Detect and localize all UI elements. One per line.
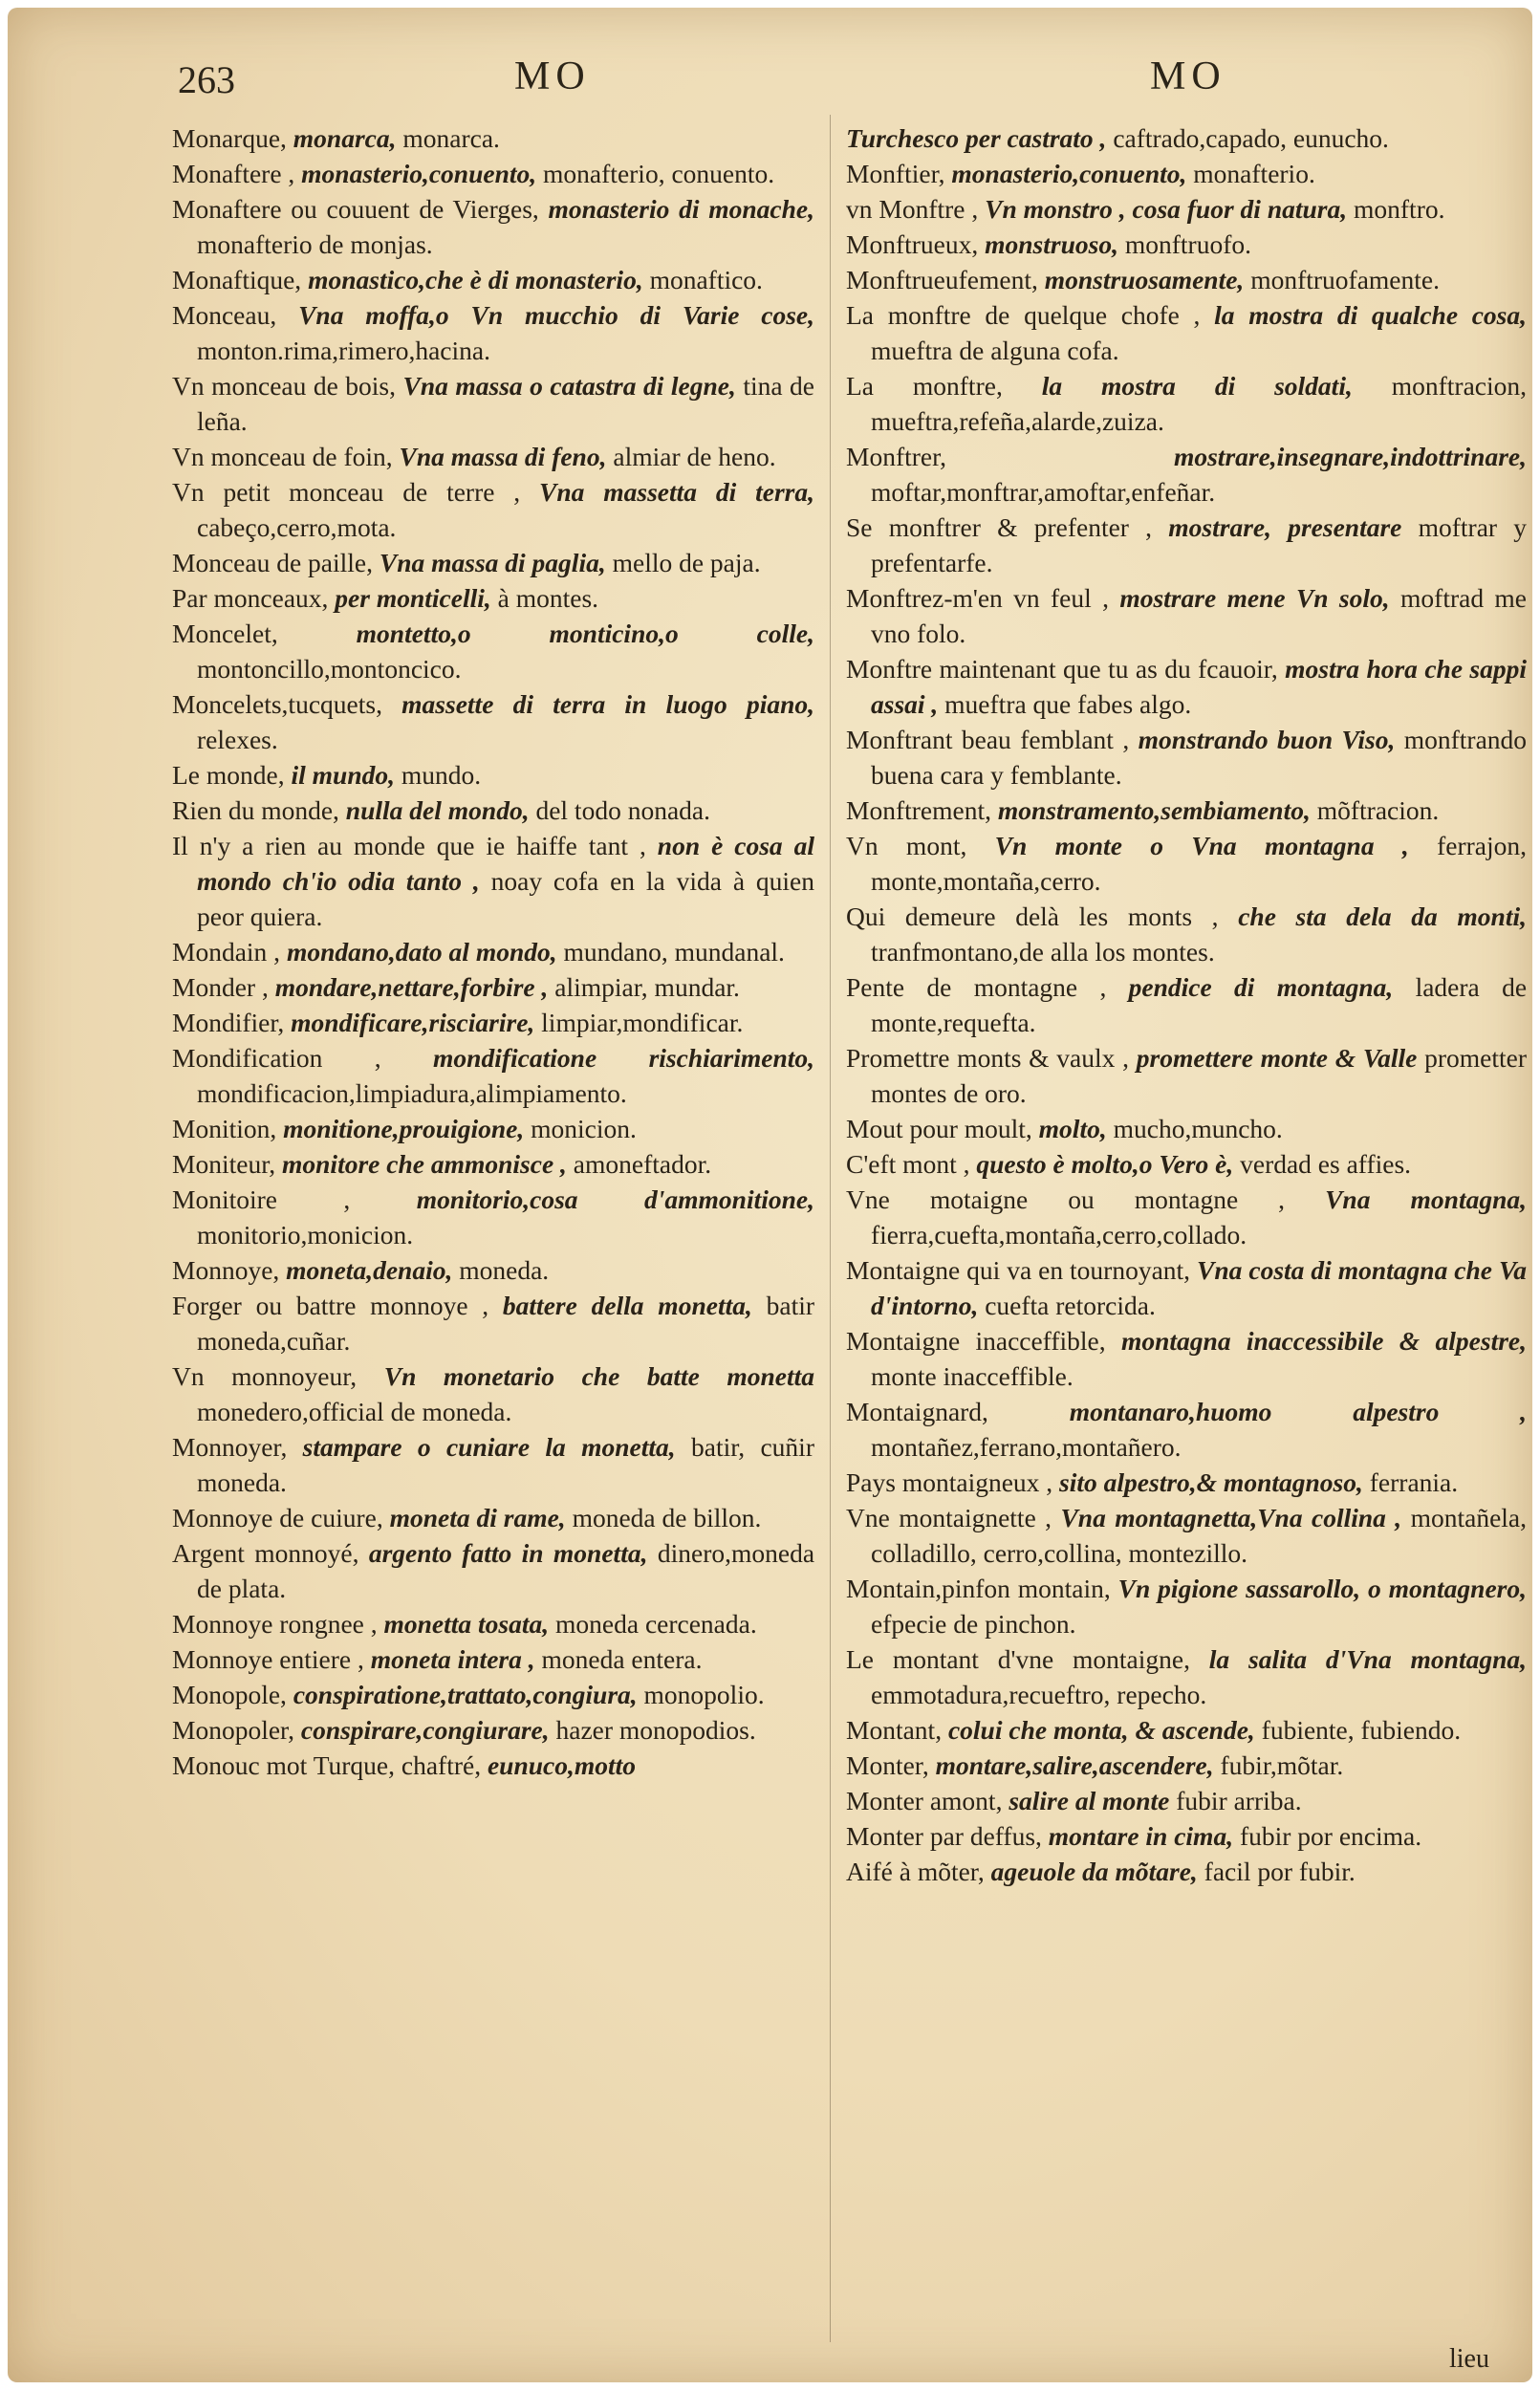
dictionary-entry bbox=[172, 368, 814, 439]
entry-italian: monstruoso, bbox=[985, 229, 1118, 259]
entry-italian: Vn monte o Vna montagna , bbox=[994, 831, 1409, 860]
entry-italian: la mostra di soldati, bbox=[1041, 371, 1353, 401]
entry-italian: monstramento,sembiamento, bbox=[997, 795, 1311, 825]
dictionary-entry bbox=[172, 969, 814, 1005]
entry-french: Monftrement, bbox=[846, 795, 991, 825]
entry-french: Monftrez-m'en vn feul , bbox=[846, 583, 1109, 613]
dictionary-entry bbox=[172, 1252, 814, 1288]
entry-french: Monaftique, bbox=[172, 265, 302, 294]
entry-italian: la mostra di qualche cosa, bbox=[1214, 300, 1528, 330]
dictionary-entry bbox=[846, 1571, 1527, 1641]
entry-french: Argent monnoyé, bbox=[172, 1538, 359, 1568]
entry-italian: colui che monta, & ascende, bbox=[947, 1715, 1255, 1745]
entry-spanish: mueftra que fabes algo. bbox=[944, 689, 1192, 719]
entry-italian: monetta tosata, bbox=[383, 1609, 550, 1639]
dictionary-entry bbox=[172, 1677, 814, 1712]
page-number: 263 bbox=[178, 58, 235, 101]
running-head-left: MO bbox=[514, 54, 591, 98]
entry-spanish: monton.rima,rimero,hacina. bbox=[197, 336, 490, 365]
entry-italian: montanaro,huomo alpestro , bbox=[1069, 1397, 1527, 1426]
entry-italian: Vn monetario che batte monetta bbox=[383, 1361, 815, 1391]
entry-spanish: ladera de monte,requefta. bbox=[871, 972, 1528, 1037]
entry-italian: Vna massa di paglia, bbox=[379, 548, 606, 577]
entry-french: Monftre maintenant que tu as du fcauoir, bbox=[846, 654, 1278, 684]
entry-spanish: moftrad me vno folo. bbox=[871, 583, 1528, 648]
entry-italian: monstruosamente, bbox=[1044, 265, 1245, 294]
entry-french: Moncelets,tucquets, bbox=[172, 689, 382, 719]
entry-spanish: à montes. bbox=[497, 583, 599, 613]
entry-spanish: limpiar,mondificar. bbox=[541, 1008, 744, 1037]
entry-spanish: alimpiar, mundar. bbox=[554, 972, 740, 1002]
catchword: lieu bbox=[1449, 2344, 1489, 2374]
entry-spanish: monftro. bbox=[1354, 194, 1445, 224]
entry-italian: moneta intera , bbox=[370, 1644, 535, 1674]
dictionary-entry bbox=[846, 1465, 1527, 1500]
dictionary-entry bbox=[172, 757, 814, 793]
dictionary-entry bbox=[846, 1818, 1527, 1854]
entry-spanish: cabeço,cerro,mota. bbox=[197, 512, 397, 542]
entry-spanish: relexes. bbox=[197, 725, 278, 754]
entry-french: Monition, bbox=[172, 1114, 277, 1143]
dictionary-entry bbox=[846, 722, 1527, 793]
entry-spanish: montañela, colladillo, cerro,collina, montezillo. bbox=[871, 1503, 1528, 1568]
entry-italian: mostra hora che sappi assai , bbox=[871, 654, 1527, 719]
entry-french: Vne motaigne ou montagne , bbox=[846, 1184, 1286, 1214]
dictionary-entry bbox=[846, 1748, 1527, 1783]
entry-french: Monopoler, bbox=[172, 1715, 294, 1745]
dictionary-entry bbox=[172, 793, 814, 828]
dictionary-entry bbox=[846, 1040, 1527, 1111]
entry-french: Monceau, bbox=[172, 300, 277, 330]
entry-french: Mondification , bbox=[172, 1043, 381, 1073]
entry-french: Vn mont, bbox=[846, 831, 967, 860]
dictionary-entry bbox=[846, 120, 1527, 156]
entry-spanish: monftruofamente. bbox=[1250, 265, 1440, 294]
entry-spanish: mueftra de alguna cofa. bbox=[871, 336, 1119, 365]
dictionary-entry bbox=[846, 191, 1527, 227]
entry-french: Monter par deffus, bbox=[846, 1821, 1042, 1851]
entry-french: Vne montaignette , bbox=[846, 1503, 1052, 1532]
entry-italian: Vn pigione sassarollo, o montagnero, bbox=[1117, 1574, 1527, 1603]
entry-italian: stampare o cuniare la monetta, bbox=[302, 1432, 676, 1462]
entry-french: Monnoye rongnee , bbox=[172, 1609, 378, 1639]
entry-spanish: batir, cuñir moneda. bbox=[197, 1432, 814, 1497]
column-divider bbox=[830, 115, 831, 2342]
entry-french: Monaftere ou couuent de Vierges, bbox=[172, 194, 539, 224]
dictionary-entry bbox=[846, 1182, 1527, 1252]
dictionary-entry bbox=[172, 1641, 814, 1677]
entry-french: Monftrer, bbox=[846, 442, 947, 471]
dictionary-entry bbox=[172, 156, 814, 191]
entry-french: Mout pour moult, bbox=[846, 1114, 1032, 1143]
entry-italian: Vna massetta di terra, bbox=[539, 477, 815, 507]
dictionary-entry bbox=[846, 969, 1527, 1040]
entry-french: Monftier, bbox=[846, 159, 945, 188]
dictionary-entry bbox=[172, 1111, 814, 1146]
entry-italian: monarca, bbox=[293, 123, 397, 153]
entry-italian: eunuco,motto bbox=[487, 1750, 637, 1780]
dictionary-entry bbox=[172, 1748, 814, 1783]
entry-spanish: efpecie de pinchon. bbox=[871, 1609, 1076, 1639]
entry-italian: monitore che ammonisce , bbox=[282, 1149, 567, 1179]
dictionary-entry bbox=[846, 793, 1527, 828]
entry-italian: conspiratione,trattato,congiura, bbox=[293, 1680, 638, 1709]
entry-french: Monder , bbox=[172, 972, 269, 1002]
dictionary-entry bbox=[172, 1535, 814, 1606]
entry-french: Vn monnoyeur, bbox=[172, 1361, 358, 1391]
entry-spanish: emmotadura,recueftro, repecho. bbox=[871, 1680, 1207, 1709]
entry-italian: conspirare,congiurare, bbox=[300, 1715, 550, 1745]
entry-italian: monasterio,conuento, bbox=[951, 159, 1187, 188]
entry-spanish: ferrania. bbox=[1369, 1467, 1459, 1497]
dictionary-entry bbox=[172, 580, 814, 616]
entry-italian: nulla del mondo, bbox=[345, 795, 530, 825]
entry-spanish: ferrajon, monte,montaña,cerro. bbox=[871, 831, 1528, 896]
entry-spanish: fubiente, fubiendo. bbox=[1261, 1715, 1462, 1745]
dictionary-entry bbox=[846, 1323, 1527, 1394]
entry-french: Vn monceau de foin, bbox=[172, 442, 393, 471]
entry-french: Monnoye entiere , bbox=[172, 1644, 364, 1674]
entry-spanish: monafterio, conuento. bbox=[543, 159, 775, 188]
entry-french: Rien du monde, bbox=[172, 795, 339, 825]
entry-spanish: tranfmontano,de alla los montes. bbox=[871, 937, 1215, 967]
dictionary-entry bbox=[172, 262, 814, 297]
entry-french: vn Monftre , bbox=[846, 194, 979, 224]
entry-french: C'eft mont , bbox=[846, 1149, 970, 1179]
entry-spanish: mundano, mundanal. bbox=[563, 937, 785, 967]
dictionary-entry bbox=[172, 545, 814, 580]
entry-french: Montaignard, bbox=[846, 1397, 988, 1426]
entry-spanish: verdad es affies. bbox=[1240, 1149, 1412, 1179]
dictionary-entry bbox=[846, 899, 1527, 969]
dictionary-entry bbox=[172, 439, 814, 474]
entry-spanish: hazer monopodios. bbox=[555, 1715, 756, 1745]
dictionary-entry bbox=[172, 1429, 814, 1500]
entry-french: Se monftrer & prefenter , bbox=[846, 512, 1153, 542]
dictionary-entry bbox=[846, 1111, 1527, 1146]
dictionary-entry bbox=[172, 297, 814, 368]
dictionary-entry bbox=[172, 1500, 814, 1535]
entry-italian: per monticelli, bbox=[335, 583, 491, 613]
dictionary-entry bbox=[172, 1146, 814, 1182]
entry-spanish: del todo nonada. bbox=[535, 795, 710, 825]
entry-italian: Turchesco per castrato , bbox=[846, 123, 1107, 153]
entry-spanish: fubir arriba. bbox=[1176, 1786, 1302, 1815]
entry-french: Montaigne qui va en tournoyant, bbox=[846, 1255, 1191, 1285]
entry-spanish: noay cofa en la vida à quien peor quiera. bbox=[197, 866, 814, 931]
entry-spanish: mõftracion. bbox=[1316, 795, 1440, 825]
entry-spanish: monicion. bbox=[531, 1114, 637, 1143]
dictionary-entry bbox=[172, 191, 814, 262]
dictionary-page bbox=[8, 8, 1532, 2382]
dictionary-entry bbox=[846, 828, 1527, 899]
entry-french: Monopole, bbox=[172, 1680, 287, 1709]
dictionary-entry bbox=[172, 1606, 814, 1641]
entry-french: La monftre, bbox=[846, 371, 1003, 401]
dictionary-entry bbox=[846, 1641, 1527, 1712]
entry-italian: promettere monte & Valle bbox=[1136, 1043, 1418, 1073]
entry-italian: questo è molto,o Vero è, bbox=[976, 1149, 1234, 1179]
entry-spanish: monftruofo. bbox=[1124, 229, 1251, 259]
entry-spanish: monftracion, mueftra,refeña,alarde,zuiza. bbox=[871, 371, 1528, 436]
entry-spanish: tina de leña. bbox=[197, 371, 815, 436]
dictionary-entry bbox=[172, 1005, 814, 1040]
entry-italian: non è cosa al mondo ch'io odia tanto , bbox=[197, 831, 814, 896]
entry-italian: moneta,denaio, bbox=[286, 1255, 453, 1285]
entry-french: Monftrueufement, bbox=[846, 265, 1038, 294]
entry-french: Vn petit monceau de terre , bbox=[172, 477, 521, 507]
entry-italian: montare in cima, bbox=[1048, 1821, 1234, 1851]
entry-spanish: caftrado,capado, eunucho. bbox=[1113, 123, 1389, 153]
entry-french: Monitoire , bbox=[172, 1184, 351, 1214]
entry-italian: montetto,o monticino,o colle, bbox=[356, 619, 814, 648]
entry-italian: moneta di rame, bbox=[389, 1503, 566, 1532]
dictionary-entry bbox=[846, 1394, 1527, 1465]
dictionary-entry bbox=[846, 651, 1527, 722]
entry-french: Moniteur, bbox=[172, 1149, 276, 1179]
entry-italian: mostrare mene Vn solo, bbox=[1119, 583, 1390, 613]
entry-italian: mostrare, presentare bbox=[1168, 512, 1402, 542]
dictionary-entry bbox=[846, 368, 1527, 439]
entry-french: Forger ou battre monnoye , bbox=[172, 1291, 489, 1320]
entry-italian: Vna montagnetta,Vna collina , bbox=[1060, 1503, 1402, 1532]
entry-spanish: moneda entera. bbox=[541, 1644, 703, 1674]
entry-french: Qui demeure delà les monts , bbox=[846, 902, 1219, 931]
entry-italian: montare,salire,ascendere, bbox=[935, 1750, 1214, 1780]
entry-french: Monftrant beau femblant , bbox=[846, 725, 1130, 754]
entry-italian: Vna costa di montagna che Va d'intorno, bbox=[871, 1255, 1527, 1320]
entry-spanish: monedero,official de moneda. bbox=[197, 1397, 512, 1426]
entry-spanish: batir moneda,cuñar. bbox=[197, 1291, 815, 1356]
entry-italian: Vna massa di feno, bbox=[399, 442, 607, 471]
entry-french: Monnoye, bbox=[172, 1255, 280, 1285]
entry-spanish: moftrar y prefentarfe. bbox=[871, 512, 1528, 577]
entry-italian: il mundo, bbox=[291, 760, 395, 790]
dictionary-entry bbox=[846, 1500, 1527, 1571]
dictionary-entry bbox=[846, 156, 1527, 191]
entry-spanish: fubir,mõtar. bbox=[1220, 1750, 1344, 1780]
entry-italian: monastico,che è di monasterio, bbox=[308, 265, 643, 294]
entry-spanish: monftrando buena cara y femblante. bbox=[871, 725, 1528, 790]
dictionary-entry bbox=[846, 580, 1527, 651]
dictionary-entry bbox=[172, 120, 814, 156]
entry-spanish: dinero,moneda de plata. bbox=[197, 1538, 815, 1603]
dictionary-entry bbox=[172, 1288, 814, 1358]
dictionary-entry bbox=[172, 1712, 814, 1748]
dictionary-entry bbox=[172, 1040, 814, 1111]
entry-french: Promettre monts & vaulx , bbox=[846, 1043, 1129, 1073]
entry-french: Monter amont, bbox=[846, 1786, 1003, 1815]
entry-french: Il n'y a rien au monde que ie haiffe tant , bbox=[172, 831, 646, 860]
entry-italian: monasterio,conuento, bbox=[301, 159, 537, 188]
entry-spanish: montoncillo,montoncico. bbox=[197, 654, 462, 684]
entry-italian: mondano,dato al mondo, bbox=[286, 937, 557, 967]
entry-italian: pendice di montagna, bbox=[1128, 972, 1394, 1002]
dictionary-entry bbox=[846, 262, 1527, 297]
entry-italian: salire al monte bbox=[1009, 1786, 1170, 1815]
entry-spanish: monafterio de monjas. bbox=[197, 229, 433, 259]
dictionary-entry bbox=[846, 1146, 1527, 1182]
entry-spanish: mondificacion,limpiadura,alimpiamento. bbox=[197, 1078, 627, 1108]
dictionary-entry bbox=[846, 439, 1527, 510]
entry-french: Pente de montagne , bbox=[846, 972, 1107, 1002]
entry-french: Monarque, bbox=[172, 123, 287, 153]
right-column bbox=[846, 120, 1527, 1889]
dictionary-entry bbox=[846, 1854, 1527, 1889]
entry-french: Monouc mot Turque, chaftré, bbox=[172, 1750, 482, 1780]
entry-spanish: fubir por encima. bbox=[1239, 1821, 1422, 1851]
entry-french: Mondain , bbox=[172, 937, 281, 967]
entry-italian: mondificatione rischiarimento, bbox=[433, 1043, 815, 1073]
entry-spanish: amoneftador. bbox=[573, 1149, 712, 1179]
entry-italian: argento fatto in monetta, bbox=[368, 1538, 648, 1568]
entry-italian: mostrare,insegnare,indottrinare, bbox=[1173, 442, 1527, 471]
entry-spanish: monaftico. bbox=[649, 265, 763, 294]
dictionary-entry bbox=[172, 934, 814, 969]
entry-spanish: mucho,muncho. bbox=[1113, 1114, 1283, 1143]
dictionary-entry bbox=[846, 297, 1527, 368]
entry-spanish: almiar de heno. bbox=[613, 442, 776, 471]
dictionary-entry bbox=[846, 1712, 1527, 1748]
entry-french: Monaftere , bbox=[172, 159, 295, 188]
entry-italian: battere della monetta, bbox=[502, 1291, 752, 1320]
entry-spanish: mundo. bbox=[401, 760, 482, 790]
dictionary-entry bbox=[172, 686, 814, 757]
dictionary-entry bbox=[172, 1358, 814, 1429]
entry-spanish: prometter montes de oro. bbox=[871, 1043, 1528, 1108]
entry-french: Mondifier, bbox=[172, 1008, 285, 1037]
left-column bbox=[172, 120, 814, 1783]
entry-italian: monitione,prouigione, bbox=[283, 1114, 525, 1143]
dictionary-entry bbox=[172, 1182, 814, 1252]
entry-spanish: facil por fubir. bbox=[1204, 1857, 1356, 1886]
dictionary-entry bbox=[172, 616, 814, 686]
entry-french: Monnoyer, bbox=[172, 1432, 288, 1462]
entry-italian: Vna massa o catastra di legne, bbox=[402, 371, 736, 401]
entry-italian: Vna montagna, bbox=[1325, 1184, 1527, 1214]
entry-french: Aifé à mõter, bbox=[846, 1857, 985, 1886]
entry-french: Monftrueux, bbox=[846, 229, 979, 259]
entry-italian: che sta dela da monti, bbox=[1238, 902, 1527, 931]
entry-italian: monasterio di monache, bbox=[548, 194, 815, 224]
dictionary-entry bbox=[172, 828, 814, 934]
entry-italian: sito alpestro,& montagnoso, bbox=[1059, 1467, 1363, 1497]
entry-italian: montagna inaccessibile & alpestre, bbox=[1120, 1326, 1527, 1356]
entry-spanish: monafterio. bbox=[1193, 159, 1315, 188]
entry-spanish: moftar,monftrar,amoftar,enfeñar. bbox=[871, 477, 1216, 507]
entry-spanish: mello de paja. bbox=[612, 548, 761, 577]
entry-spanish: fierra,cuefta,montaña,cerro,collado. bbox=[871, 1220, 1247, 1249]
entry-spanish: monte inacceffible. bbox=[871, 1361, 1074, 1391]
entry-italian: monitorio,cosa d'ammonitione, bbox=[416, 1184, 814, 1214]
entry-italian: mondare,nettare,forbire , bbox=[274, 972, 549, 1002]
entry-spanish: monopolio. bbox=[643, 1680, 765, 1709]
entry-spanish: cuefta retorcida. bbox=[985, 1291, 1156, 1320]
entry-spanish: monarca. bbox=[402, 123, 500, 153]
entry-spanish: moneda. bbox=[459, 1255, 550, 1285]
entry-spanish: moneda de billon. bbox=[572, 1503, 762, 1532]
entry-italian: mondificare,risciarire, bbox=[291, 1008, 535, 1037]
dictionary-entry bbox=[846, 227, 1527, 262]
entry-french: Le montant d'vne montaigne, bbox=[846, 1644, 1190, 1674]
dictionary-entry bbox=[846, 510, 1527, 580]
entry-italian: ageuole da mõtare, bbox=[990, 1857, 1198, 1886]
entry-italian: molto, bbox=[1038, 1114, 1107, 1143]
entry-french: Montant, bbox=[846, 1715, 943, 1745]
entry-italian: monstrando buon Viso, bbox=[1138, 725, 1396, 754]
running-head-right: MO bbox=[1150, 54, 1226, 98]
entry-italian: Vna moffa,o Vn mucchio di Varie cose, bbox=[298, 300, 815, 330]
dictionary-entry bbox=[846, 1252, 1527, 1323]
entry-spanish: monitorio,monicion. bbox=[197, 1220, 414, 1249]
entry-italian: Vn monstro , cosa fuor di natura, bbox=[985, 194, 1348, 224]
entry-french: Monceau de paille, bbox=[172, 548, 373, 577]
entry-italian: massette di terra in luogo piano, bbox=[401, 689, 815, 719]
entry-french: Pays montaigneux , bbox=[846, 1467, 1053, 1497]
entry-french: Par monceaux, bbox=[172, 583, 329, 613]
entry-french: Montaigne inacceffible, bbox=[846, 1326, 1106, 1356]
dictionary-entry bbox=[172, 474, 814, 545]
entry-spanish: montañez,ferrano,montañero. bbox=[871, 1432, 1182, 1462]
entry-french: Vn monceau de bois, bbox=[172, 371, 396, 401]
entry-spanish: moneda cercenada. bbox=[555, 1609, 757, 1639]
dictionary-entry bbox=[846, 1783, 1527, 1818]
entry-french: Monnoye de cuiure, bbox=[172, 1503, 383, 1532]
entry-french: Moncelet, bbox=[172, 619, 278, 648]
entry-french: Montain,pinfon montain, bbox=[846, 1574, 1111, 1603]
entry-italian: la salita d'Vna montagna, bbox=[1208, 1644, 1528, 1674]
entry-french: Monter, bbox=[846, 1750, 929, 1780]
entry-french: Le monde, bbox=[172, 760, 285, 790]
entry-french: La monftre de quelque chofe , bbox=[846, 300, 1201, 330]
